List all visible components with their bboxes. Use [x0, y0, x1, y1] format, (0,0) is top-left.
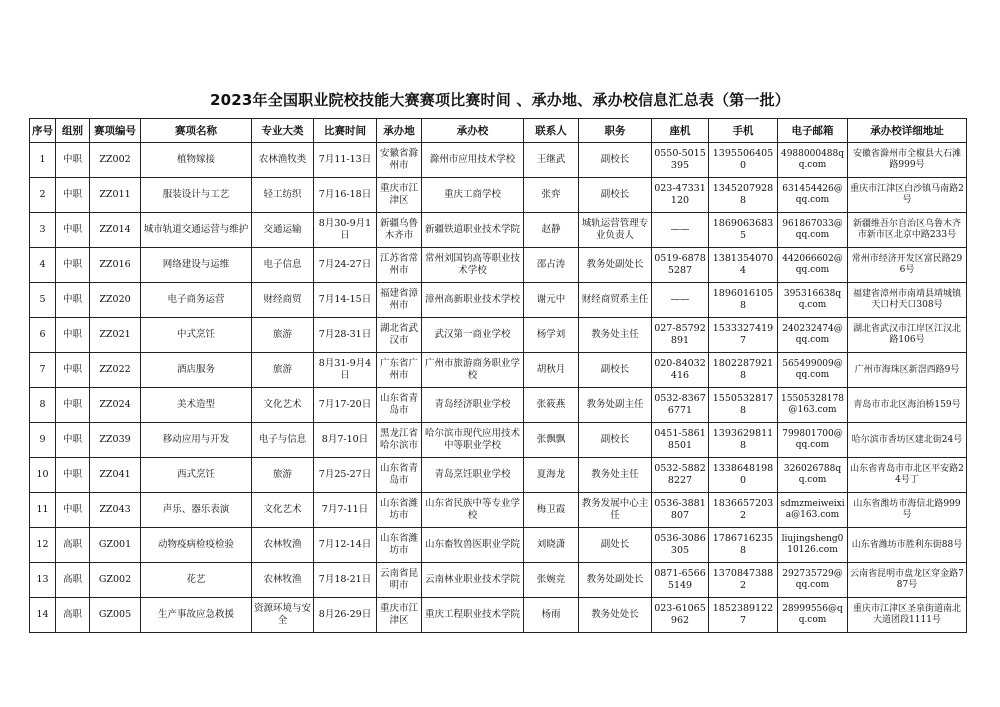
cell-host-school: 哈尔滨市现代应用技术中等职业学校 [422, 423, 524, 458]
cell-mobile: 13708473882 [709, 563, 778, 598]
cell-major-category: 旅游 [252, 318, 314, 353]
cell-host-school: 重庆工程职业技术学院 [422, 598, 524, 633]
cell-contact: 梅卫霞 [524, 493, 579, 528]
cell-group: 中职 [56, 458, 90, 493]
cell-host-school: 云南林业职业技术学院 [422, 563, 524, 598]
cell-mobile: 18523891227 [709, 598, 778, 633]
cell-seq: 11 [30, 493, 56, 528]
cell-event-code: ZZ021 [90, 318, 141, 353]
cell-contact: 张婉竞 [524, 563, 579, 598]
cell-position: 副校长 [579, 178, 652, 213]
cell-event-name: 美术造型 [141, 388, 252, 423]
table-body [30, 143, 967, 633]
cell-seq: 5 [30, 283, 56, 318]
cell-school-address: 福建省漳州市南靖县靖城镇天口村天口308号 [848, 283, 967, 318]
cell-host-school: 常州刘国钧高等职业技术学校 [422, 248, 524, 283]
cell-school-address: 常州市经济开发区富民路296号 [848, 248, 967, 283]
cell-group: 中职 [56, 248, 90, 283]
cell-mobile: 13452079288 [709, 178, 778, 213]
cell-group: 中职 [56, 318, 90, 353]
header-major-category: 专业大类 [252, 119, 314, 143]
info-table [29, 118, 967, 633]
cell-competition-time: 7月17-20日 [314, 388, 377, 423]
cell-host-location: 山东省潍坊市 [377, 493, 422, 528]
cell-host-location: 福建省漳州市 [377, 283, 422, 318]
cell-competition-time: 7月11-13日 [314, 143, 377, 178]
cell-host-location: 安徽省滁州市 [377, 143, 422, 178]
table-row [30, 563, 967, 598]
cell-event-name: 城市轨道交通运营与维护 [141, 213, 252, 248]
cell-email: 4988000488qq.com [778, 143, 848, 178]
cell-landline: 023-61065962 [652, 598, 709, 633]
cell-event-name: 西式烹饪 [141, 458, 252, 493]
cell-event-code: ZZ014 [90, 213, 141, 248]
cell-contact: 王继武 [524, 143, 579, 178]
cell-host-school: 漳州高新职业技术学校 [422, 283, 524, 318]
cell-mobile: 13813540704 [709, 248, 778, 283]
header-event-name: 赛项名称 [141, 119, 252, 143]
table-row [30, 598, 967, 633]
cell-host-location: 山东省青岛市 [377, 388, 422, 423]
cell-host-location: 云南省昆明市 [377, 563, 422, 598]
cell-landline: 020-84032416 [652, 353, 709, 388]
cell-group: 中职 [56, 388, 90, 423]
cell-contact: 刘晓潇 [524, 528, 579, 563]
cell-mobile: 18022879218 [709, 353, 778, 388]
cell-position: 教务处处长 [579, 598, 652, 633]
cell-major-category: 电子信息 [252, 248, 314, 283]
cell-host-school: 武汉第一商业学校 [422, 318, 524, 353]
cell-school-address: 云南省昆明市盘龙区穿金路787号 [848, 563, 967, 598]
cell-mobile: 13955064050 [709, 143, 778, 178]
cell-competition-time: 7月7-11日 [314, 493, 377, 528]
cell-event-code: ZZ039 [90, 423, 141, 458]
cell-group: 中职 [56, 213, 90, 248]
cell-email: 631454426@qq.com [778, 178, 848, 213]
cell-email: 292735729@qq.com [778, 563, 848, 598]
cell-contact: 张筱燕 [524, 388, 579, 423]
cell-major-category: 文化艺术 [252, 493, 314, 528]
cell-school-address: 安徽省滁州市全椒县大石滩路999号 [848, 143, 967, 178]
cell-mobile: 15505328178 [709, 388, 778, 423]
header-seq: 序号 [30, 119, 56, 143]
cell-contact: 张弈 [524, 178, 579, 213]
cell-host-school: 滁州市应用技术学校 [422, 143, 524, 178]
cell-position: 教务处副处长 [579, 248, 652, 283]
cell-competition-time: 7月24-27日 [314, 248, 377, 283]
cell-mobile: 18690636835 [709, 213, 778, 248]
cell-landline: 0532-58828227 [652, 458, 709, 493]
cell-group: 中职 [56, 423, 90, 458]
cell-event-name: 网络建设与运维 [141, 248, 252, 283]
cell-competition-time: 7月16-18日 [314, 178, 377, 213]
header-event-code: 赛项编号 [90, 119, 141, 143]
cell-seq: 9 [30, 423, 56, 458]
header-email: 电子邮箱 [778, 119, 848, 143]
cell-contact: 赵静 [524, 213, 579, 248]
header-school-address: 承办校详细地址 [848, 119, 967, 143]
cell-mobile: 17867162358 [709, 528, 778, 563]
cell-mobile: 13386481980 [709, 458, 778, 493]
cell-host-location: 山东省潍坊市 [377, 528, 422, 563]
cell-host-school: 广州市旅游商务职业学校 [422, 353, 524, 388]
cell-event-name: 中式烹饪 [141, 318, 252, 353]
cell-seq: 1 [30, 143, 56, 178]
cell-landline: 0519-68785287 [652, 248, 709, 283]
cell-landline: 0871-65665149 [652, 563, 709, 598]
header-position: 职务 [579, 119, 652, 143]
cell-group: 高职 [56, 563, 90, 598]
cell-landline: 0550-5015395 [652, 143, 709, 178]
cell-landline: —— [652, 283, 709, 318]
cell-position: 教务处主任 [579, 458, 652, 493]
cell-host-school: 青岛经济职业学校 [422, 388, 524, 423]
cell-host-school: 山东畜牧兽医职业学院 [422, 528, 524, 563]
cell-email: liujingsheng010126.com [778, 528, 848, 563]
cell-school-address: 山东省潍坊市胜利东街88号 [848, 528, 967, 563]
cell-competition-time: 7月25-27日 [314, 458, 377, 493]
cell-email: 395316638qq.com [778, 283, 848, 318]
cell-position: 城轨运营管理专业负责人 [579, 213, 652, 248]
cell-event-code: ZZ011 [90, 178, 141, 213]
cell-landline: 0451-58618501 [652, 423, 709, 458]
cell-host-location: 新疆乌鲁木齐市 [377, 213, 422, 248]
cell-landline: 0536-3881807 [652, 493, 709, 528]
cell-position: 教务处副处长 [579, 563, 652, 598]
cell-event-code: ZZ002 [90, 143, 141, 178]
header-host-school: 承办校 [422, 119, 524, 143]
cell-major-category: 旅游 [252, 458, 314, 493]
cell-host-school: 山东省民族中等专业学校 [422, 493, 524, 528]
cell-school-address: 广州市海珠区新滘西路9号 [848, 353, 967, 388]
cell-email: 565499009@qq.com [778, 353, 848, 388]
cell-competition-time: 8月7-10日 [314, 423, 377, 458]
cell-email: sdmzmeiweixia@163.com [778, 493, 848, 528]
cell-contact: 杨雨 [524, 598, 579, 633]
cell-major-category: 文化艺术 [252, 388, 314, 423]
cell-position: 副处长 [579, 528, 652, 563]
cell-contact: 张飘飘 [524, 423, 579, 458]
cell-host-school: 新疆铁道职业技术学院 [422, 213, 524, 248]
cell-event-code: ZZ043 [90, 493, 141, 528]
cell-event-code: GZ002 [90, 563, 141, 598]
cell-major-category: 资源环境与安全 [252, 598, 314, 633]
cell-host-location: 重庆市江津区 [377, 598, 422, 633]
cell-mobile: 18960161058 [709, 283, 778, 318]
cell-major-category: 电子与信息 [252, 423, 314, 458]
cell-contact: 谢元中 [524, 283, 579, 318]
cell-event-name: 电子商务运营 [141, 283, 252, 318]
cell-group: 中职 [56, 353, 90, 388]
cell-seq: 2 [30, 178, 56, 213]
cell-school-address: 山东省潍坊市海信北路999号 [848, 493, 967, 528]
cell-position: 教务处主任 [579, 318, 652, 353]
table-row [30, 178, 967, 213]
cell-landline: 023-47331120 [652, 178, 709, 213]
cell-event-code: ZZ024 [90, 388, 141, 423]
cell-major-category: 旅游 [252, 353, 314, 388]
cell-group: 中职 [56, 178, 90, 213]
cell-seq: 13 [30, 563, 56, 598]
cell-position: 教务发展中心主任 [579, 493, 652, 528]
cell-event-name: 移动应用与开发 [141, 423, 252, 458]
cell-group: 中职 [56, 283, 90, 318]
cell-major-category: 财经商贸 [252, 283, 314, 318]
cell-seq: 14 [30, 598, 56, 633]
cell-event-code: ZZ016 [90, 248, 141, 283]
cell-group: 中职 [56, 143, 90, 178]
cell-email: 442066602@qq.com [778, 248, 848, 283]
cell-competition-time: 8月30-9月1日 [314, 213, 377, 248]
cell-email: 15505328178@163.com [778, 388, 848, 423]
cell-event-code: GZ001 [90, 528, 141, 563]
cell-event-code: ZZ041 [90, 458, 141, 493]
cell-email: 326026788qq.com [778, 458, 848, 493]
cell-event-name: 声乐、器乐表演 [141, 493, 252, 528]
cell-school-address: 湖北省武汉市江岸区江汉北路106号 [848, 318, 967, 353]
cell-competition-time: 8月31-9月4日 [314, 353, 377, 388]
cell-position: 副校长 [579, 353, 652, 388]
cell-email: 28999556@qq.com [778, 598, 848, 633]
cell-school-address: 山东省青岛市市北区平安路24号丁 [848, 458, 967, 493]
cell-mobile: 18366572032 [709, 493, 778, 528]
table-row [30, 493, 967, 528]
cell-competition-time: 7月18-21日 [314, 563, 377, 598]
cell-contact: 邵占涛 [524, 248, 579, 283]
table-row [30, 318, 967, 353]
header-landline: 座机 [652, 119, 709, 143]
table-row [30, 458, 967, 493]
cell-email: 799801700@qq.com [778, 423, 848, 458]
cell-host-location: 江苏省常州市 [377, 248, 422, 283]
cell-email: 240232474@qq.com [778, 318, 848, 353]
cell-seq: 4 [30, 248, 56, 283]
cell-event-name: 植物嫁接 [141, 143, 252, 178]
cell-host-location: 山东省青岛市 [377, 458, 422, 493]
cell-school-address: 哈尔滨市香坊区建北街24号 [848, 423, 967, 458]
cell-major-category: 农林牧渔 [252, 563, 314, 598]
cell-email: 961867033@qq.com [778, 213, 848, 248]
cell-event-code: ZZ020 [90, 283, 141, 318]
cell-major-category: 农林渔牧类 [252, 143, 314, 178]
cell-competition-time: 7月12-14日 [314, 528, 377, 563]
header-contact: 联系人 [524, 119, 579, 143]
cell-contact: 夏海龙 [524, 458, 579, 493]
cell-school-address: 青岛市市北区海泊桥159号 [848, 388, 967, 423]
table-row [30, 353, 967, 388]
cell-competition-time: 7月28-31日 [314, 318, 377, 353]
table-row [30, 283, 967, 318]
cell-landline: 0532-83676771 [652, 388, 709, 423]
cell-mobile: 13936298118 [709, 423, 778, 458]
table-row [30, 388, 967, 423]
cell-mobile: 15333274197 [709, 318, 778, 353]
cell-contact: 胡秋月 [524, 353, 579, 388]
header-mobile: 手机 [709, 119, 778, 143]
cell-landline: 0536-3086305 [652, 528, 709, 563]
cell-position: 教务处副主任 [579, 388, 652, 423]
cell-contact: 杨学刘 [524, 318, 579, 353]
cell-major-category: 农林牧渔 [252, 528, 314, 563]
cell-seq: 3 [30, 213, 56, 248]
cell-event-name: 花艺 [141, 563, 252, 598]
cell-seq: 8 [30, 388, 56, 423]
table-row [30, 213, 967, 248]
cell-landline: —— [652, 213, 709, 248]
table-row [30, 143, 967, 178]
cell-group: 中职 [56, 493, 90, 528]
header-group: 组别 [56, 119, 90, 143]
cell-host-location: 广东省广州市 [377, 353, 422, 388]
header-host-location: 承办地 [377, 119, 422, 143]
cell-group: 高职 [56, 528, 90, 563]
cell-seq: 7 [30, 353, 56, 388]
cell-group: 高职 [56, 598, 90, 633]
cell-position: 副校长 [579, 423, 652, 458]
cell-event-name: 生产事故应急救援 [141, 598, 252, 633]
cell-position: 副校长 [579, 143, 652, 178]
table-row [30, 528, 967, 563]
cell-seq: 12 [30, 528, 56, 563]
cell-school-address: 重庆市江津区白沙镇马南路2号 [848, 178, 967, 213]
cell-school-address: 新疆维吾尔自治区乌鲁木齐市新市区北京中路233号 [848, 213, 967, 248]
cell-event-name: 动物疫病检疫检验 [141, 528, 252, 563]
cell-major-category: 轻工纺织 [252, 178, 314, 213]
table-row [30, 423, 967, 458]
cell-host-school: 青岛烹饪职业学校 [422, 458, 524, 493]
cell-host-location: 黑龙江省哈尔滨市 [377, 423, 422, 458]
cell-position: 财经商贸系主任 [579, 283, 652, 318]
cell-event-code: ZZ022 [90, 353, 141, 388]
table-header [30, 119, 967, 143]
page-title: 2023年全国职业院校技能大赛赛项比赛时间 、承办地、承办校信息汇总表（第一批） [210, 91, 790, 109]
cell-event-name: 酒店服务 [141, 353, 252, 388]
cell-seq: 6 [30, 318, 56, 353]
cell-competition-time: 8月26-29日 [314, 598, 377, 633]
header-competition-time: 比赛时间 [314, 119, 377, 143]
cell-major-category: 交通运输 [252, 213, 314, 248]
table-row [30, 248, 967, 283]
cell-seq: 10 [30, 458, 56, 493]
cell-host-school: 重庆工商学校 [422, 178, 524, 213]
cell-school-address: 重庆市江津区圣泉街道南北大道团段1111号 [848, 598, 967, 633]
cell-landline: 027-85792891 [652, 318, 709, 353]
cell-event-code: GZ005 [90, 598, 141, 633]
cell-host-location: 重庆市江津区 [377, 178, 422, 213]
cell-host-location: 湖北省武汉市 [377, 318, 422, 353]
cell-competition-time: 7月14-15日 [314, 283, 377, 318]
cell-event-name: 服装设计与工艺 [141, 178, 252, 213]
